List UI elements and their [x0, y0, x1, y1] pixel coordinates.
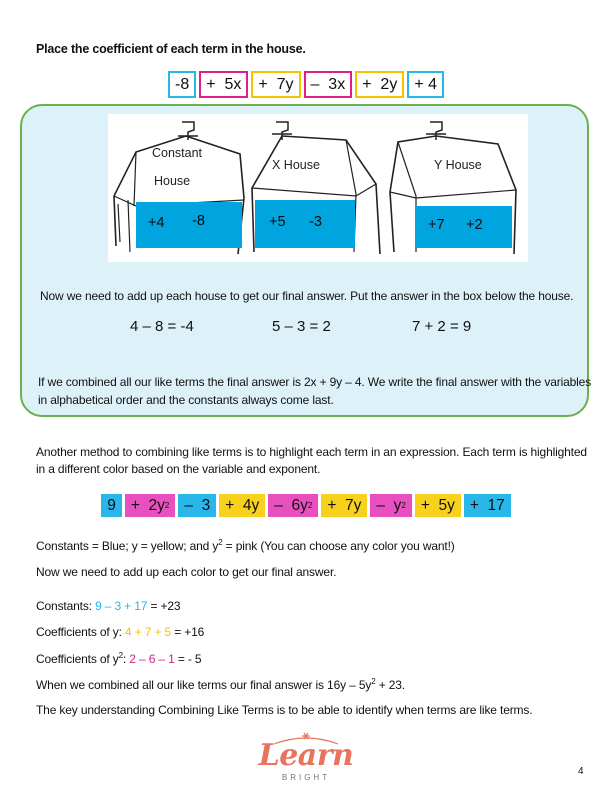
highlighted-term	[219, 494, 265, 517]
add-color-instructions: Now we need to add up each color to get our final answer.	[36, 565, 337, 579]
term-box: + 7y	[251, 71, 300, 98]
method-paragraph-line: in a different color based on the variable and exponent.	[36, 462, 321, 476]
highlighted-term	[321, 494, 367, 517]
sum-expression: 2 – 6 – 1	[129, 652, 175, 666]
houses-panel	[20, 104, 592, 417]
coefficient-value: -8	[192, 213, 205, 229]
term-box: – 3x	[304, 71, 353, 98]
combined-answer-line: in alphabetical order and the constants always come last.	[38, 393, 334, 407]
sum-expression: 9 – 3 + 17	[95, 599, 148, 613]
sum-label: Coefficients of y	[36, 652, 119, 666]
highlighted-term	[415, 494, 461, 517]
final-text: + 23.	[375, 678, 405, 692]
exponent: 2	[218, 538, 223, 547]
highlighted-term	[268, 494, 318, 517]
term-text: + 4y	[225, 496, 260, 514]
color-legend	[36, 538, 455, 553]
sum-result: = +16	[171, 625, 205, 639]
exponent: 2	[307, 501, 313, 510]
sum-result: = - 5	[174, 652, 202, 666]
highlighted-expression	[0, 494, 612, 517]
sum-label: Constants:	[36, 599, 96, 613]
exponent: 2	[401, 501, 406, 510]
exponent: 2	[118, 651, 123, 660]
coefficient-value: +7	[428, 217, 445, 233]
coefficient-value: +4	[148, 215, 165, 231]
coefficients-y2-sum	[36, 651, 201, 666]
coefficient-value: -3	[309, 214, 322, 230]
highlighted-term	[464, 494, 511, 517]
combined-answer-line: If we combined all our like terms the final answer is 2x + 9y – 4. We write the final answer with the variables	[38, 375, 592, 389]
house-label: Constant	[152, 146, 203, 160]
y-house-equation: 7 + 2 = 9	[412, 318, 472, 335]
highlighted-term	[101, 494, 122, 517]
house-label: X House	[272, 158, 320, 172]
term-text: – y	[376, 496, 402, 514]
constant-house	[108, 114, 248, 262]
sum-label: Coefficients of y:	[36, 625, 125, 639]
house-coefficient-box	[416, 206, 512, 248]
coefficients-y-sum	[36, 625, 204, 639]
constant-house-equation: 4 – 8 = -4	[130, 318, 194, 335]
term-box: + 5x	[199, 71, 248, 98]
term-row	[0, 71, 612, 98]
sum-label: :	[122, 652, 130, 666]
legend-text: = pink (You can choose any color you want!)	[222, 539, 455, 553]
x-house-equation: 5 – 3 = 2	[272, 318, 331, 335]
coefficient-value: +2	[466, 217, 483, 233]
final-answer-line	[36, 677, 405, 692]
term-text: + 7y	[327, 496, 362, 514]
term-text: + 17	[469, 496, 505, 514]
instruction-heading: Place the coefficient of each term in the house.	[36, 42, 306, 56]
highlighted-term	[125, 494, 176, 517]
exponent: 2	[371, 677, 376, 686]
term-text: + 2y	[130, 496, 165, 514]
term-text: + 5y	[420, 496, 455, 514]
y-house	[386, 114, 528, 262]
key-understanding-line: The key understanding Combining Like Terms is to be able to identify when terms are like terms.	[36, 703, 533, 717]
x-house	[246, 114, 388, 262]
highlighted-term	[178, 494, 216, 517]
add-up-instructions: Now we need to add up each house to get our final answer. Put the answer in the box below the house.	[40, 289, 574, 303]
term-box: -8	[168, 71, 196, 98]
highlighted-term	[370, 494, 411, 517]
sum-expression: 4 + 7 + 5	[124, 625, 172, 639]
exponent: 2	[164, 501, 170, 510]
term-text: – 3	[184, 496, 211, 514]
constants-sum	[36, 599, 180, 613]
logo-text: Learn	[258, 738, 354, 773]
term-text: 9	[107, 496, 116, 514]
coefficient-value: +5	[269, 214, 286, 230]
term-box: + 4	[407, 71, 444, 98]
term-text: – 6y	[274, 496, 308, 514]
sum-result: = +23	[147, 599, 181, 613]
legend-text: Constants = Blue; y = yellow; and y	[36, 539, 219, 553]
house-coefficient-box	[255, 200, 355, 248]
page-number: 4	[578, 766, 584, 777]
learn-bright-logo	[256, 730, 356, 785]
final-text: When we combined all our like terms our final answer is 16y – 5y	[36, 678, 372, 692]
logo-subtext: BRIGHT	[281, 773, 331, 782]
house-label: House	[154, 174, 191, 188]
term-box: + 2y	[355, 71, 404, 98]
method-paragraph-line: Another method to combining like terms is to highlight each term in an expression. Each term is highlighted	[36, 445, 587, 459]
house-label: Y House	[434, 158, 482, 172]
house-coefficient-box	[136, 202, 242, 248]
